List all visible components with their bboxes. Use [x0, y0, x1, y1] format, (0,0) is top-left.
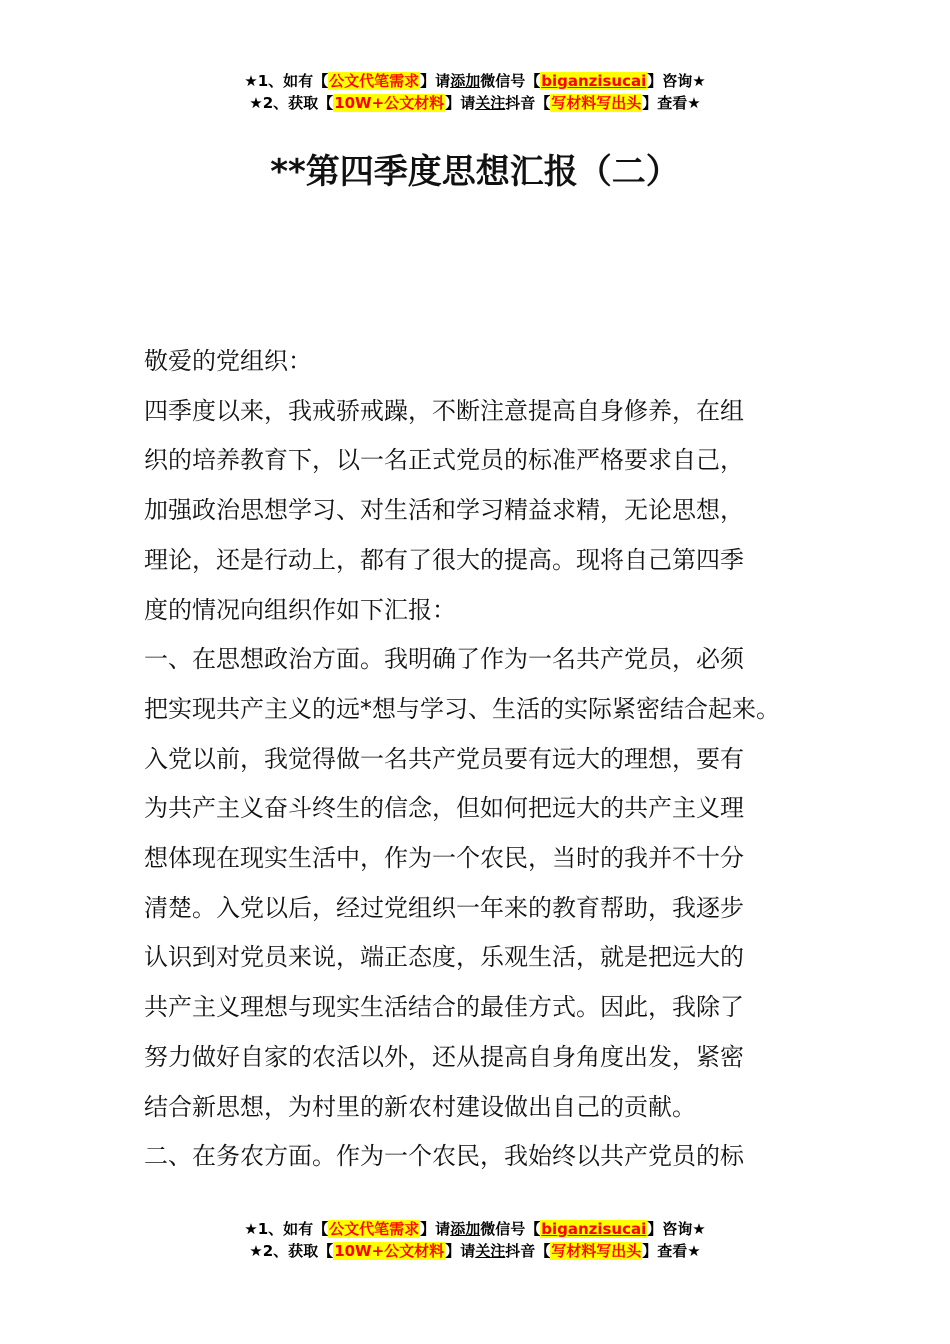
body-line: 努力做好自家的农活以外，还从提高自身角度出发，紧密: [144, 1042, 744, 1071]
banner-line-2: [0, 1240, 950, 1262]
banner-text: ★2、获取【: [249, 1242, 334, 1260]
banner-text: 】咨询★: [647, 72, 706, 90]
banner-emphasis: 添加: [450, 1220, 481, 1238]
douyin-account: 写材料写出头: [551, 1242, 642, 1260]
wechat-id-link[interactable]: biganzisucai: [541, 1220, 647, 1238]
body-line: 想体现在现实生活中，作为一个农民，当时的我并不十分: [144, 844, 744, 873]
body-line: 共产主义理想与现实生活结合的最佳方式。因此，我除了: [144, 993, 744, 1022]
banner-text: 】咨询★: [647, 1220, 706, 1238]
banner-text: 】查看★: [642, 1242, 701, 1260]
body-line: 认识到对党员来说，端正态度，乐观生活，就是把远大的: [144, 943, 744, 972]
highlight-service: 公文代笔需求: [329, 1220, 420, 1238]
banner-text: 】请: [445, 1242, 476, 1260]
banner-text: 】请: [420, 1220, 451, 1238]
highlight-materials: 10W+公文材料: [334, 94, 445, 112]
banner-text: ★1、如有【: [244, 1220, 329, 1238]
banner-text: 】查看★: [642, 94, 701, 112]
body-line: 入党以前，我觉得做一名共产党员要有远大的理想，要有: [144, 744, 744, 773]
banner-text: 微信号【: [480, 72, 541, 90]
highlight-service: 公文代笔需求: [329, 72, 420, 90]
body-line: 为共产主义奋斗终生的信念，但如何把远大的共产主义理: [144, 794, 744, 823]
banner-text: ★1、如有【: [244, 72, 329, 90]
header-banner: [0, 70, 950, 114]
body-line: 加强政治思想学习、对生活和学习精益求精，无论思想，: [144, 496, 744, 525]
body-line: 结合新思想，为村里的新农村建设做出自己的贡献。: [144, 1092, 696, 1121]
body-line: 织的培养教育下，以一名正式党员的标准严格要求自己，: [144, 446, 744, 475]
body-line: 度的情况向组织作如下汇报：: [144, 595, 456, 624]
banner-line-1: [0, 1218, 950, 1240]
body-line: 清楚。入党以后，经过党组织一年来的教育帮助，我逐步: [144, 893, 744, 922]
banner-line-1: [0, 70, 950, 92]
banner-emphasis: 关注: [475, 94, 506, 112]
wechat-id-link[interactable]: biganzisucai: [541, 72, 647, 90]
body-line: 把实现共产主义的远*想与学习、生活的实际紧密结合起来。: [144, 694, 780, 723]
banner-text: ★2、获取【: [249, 94, 334, 112]
footer-banner: [0, 1218, 950, 1262]
body-line: 敬爱的党组织：: [144, 347, 312, 375]
banner-emphasis: 关注: [475, 1242, 506, 1260]
body-line: 四季度以来，我戒骄戒躁，不断注意提高自身修养，在组: [144, 396, 744, 425]
banner-text: 】请: [420, 72, 451, 90]
douyin-account: 写材料写出头: [551, 94, 642, 112]
body-line: 一、在思想政治方面。我明确了作为一名共产党员，必须: [144, 645, 744, 674]
banner-text: 抖音【: [505, 1242, 551, 1260]
highlight-materials: 10W+公文材料: [334, 1242, 445, 1260]
banner-line-2: [0, 92, 950, 114]
body-line: 理论，还是行动上，都有了很大的提高。现将自己第四季: [144, 545, 744, 574]
banner-emphasis: 添加: [450, 72, 481, 90]
banner-text: 抖音【: [505, 94, 551, 112]
banner-text: 】请: [445, 94, 476, 112]
document-body: [144, 337, 812, 1182]
document-title: **第四季度思想汇报（二）: [270, 152, 680, 192]
body-line: 二、在务农方面。作为一个农民，我始终以共产党员的标: [144, 1142, 744, 1171]
banner-text: 微信号【: [480, 1220, 541, 1238]
